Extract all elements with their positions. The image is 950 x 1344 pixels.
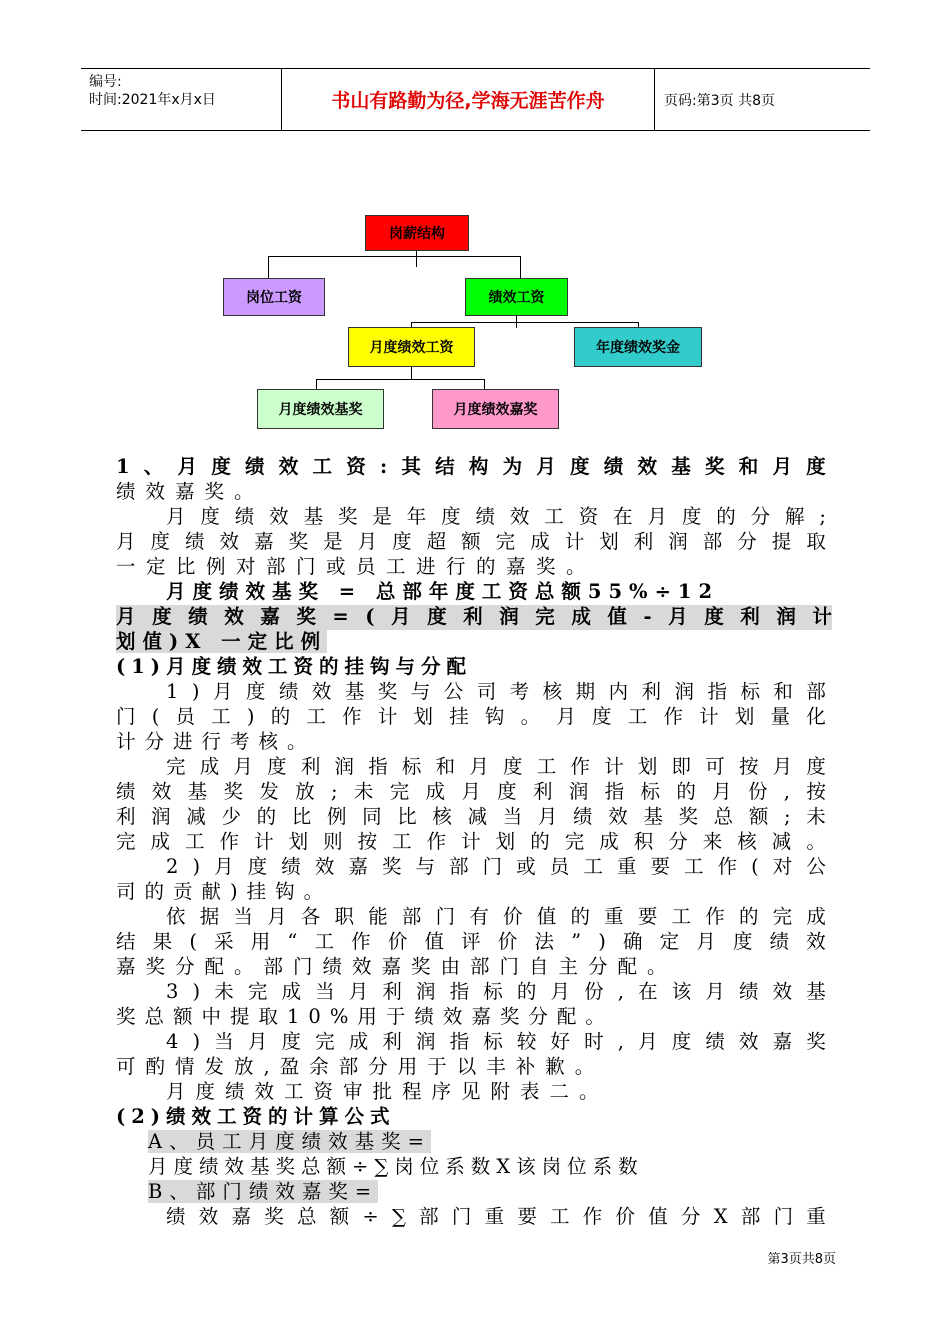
- text-line: 门 ( 员 工 ) 的 工 作 计 划 挂 钩 。 月 度 工 作 计 划 量 化: [116, 705, 826, 728]
- text-line: 4 ) 当 月 度 完 成 利 润 指 标 较 好 时 , 月 度 绩 效 嘉 奖: [166, 1030, 826, 1053]
- time-label: 时间:2021年x月x日: [89, 92, 216, 108]
- text-line: 可酌情发放,盈余部分用于以丰补歉。: [116, 1055, 605, 1078]
- chart-connector: [316, 379, 484, 380]
- text-line: 完 成 月 度 利 润 指 标 和 月 度 工 作 计 划 即 可 按 月 度: [166, 755, 826, 778]
- text-line: 司的贡献)挂钩。: [116, 880, 333, 903]
- text-line: 一定比例对部门或员工进行的嘉奖。: [116, 555, 597, 578]
- chart-connector: [268, 256, 520, 257]
- header-page-label: 页码:第3页 共8页: [664, 92, 775, 109]
- section-heading-2: (2)绩效工资的计算公式: [116, 1105, 396, 1128]
- formula-base: 月度绩效基奖 = 总部年度工资总额55%÷12: [166, 580, 720, 603]
- formula-a: 月度绩效基奖总额÷∑岗位系数X该岗位系数: [148, 1155, 644, 1178]
- chart-box-monthly-extra: 月度绩效嘉奖: [432, 389, 559, 429]
- formula-b-label-text: B、部门绩效嘉奖=: [148, 1180, 379, 1203]
- text-line: 月度绩效工资审批程序见附表二。: [166, 1080, 609, 1103]
- text-line: 计分进行考核。: [116, 730, 316, 753]
- chart-connector: [416, 251, 417, 267]
- formula-extra-cont: [116, 630, 327, 655]
- chart-box-root: 岗薪结构: [365, 215, 469, 251]
- text-line: 奖总额中提取10%用于绩效嘉奖分配。: [116, 1005, 614, 1028]
- formula-extra: 月 度 绩 效 嘉 奖 = ( 月 度 利 润 完 成 值 - 月 度 利 润 计: [116, 605, 832, 628]
- number-label: 编号:: [89, 74, 122, 90]
- header-divider: [654, 69, 655, 130]
- text-line: 月 度 绩 效 嘉 奖 是 月 度 超 额 完 成 计 划 利 润 部 分 提 取: [116, 530, 826, 553]
- page-header: [81, 68, 870, 131]
- formula-b-label: [148, 1180, 378, 1205]
- text-line: 月 度 绩 效 基 奖 是 年 度 绩 效 工 资 在 月 度 的 分 解 ;: [166, 505, 826, 528]
- formula-extra-cont-text: 划值)X 一定比例: [116, 630, 328, 653]
- chart-connector: [268, 256, 269, 278]
- section-heading-1: (1)月度绩效工资的挂钩与分配: [116, 655, 473, 678]
- chart-connector: [316, 379, 317, 389]
- header-meta: [89, 73, 279, 109]
- text-line: 绩效嘉奖。: [116, 480, 264, 503]
- chart-connector: [411, 367, 412, 379]
- formula-a-label: [148, 1130, 431, 1155]
- formula-b: 绩 效 嘉 奖 总 额 ÷ ∑ 部 门 重 要 工 作 价 值 分 X 部 门 重: [166, 1205, 826, 1228]
- text-line: 绩 效 基 奖 发 放 ; 未 完 成 月 度 利 润 指 标 的 月 份 , 按: [116, 780, 826, 803]
- text-line: 1 、 月 度 绩 效 工 资 : 其 结 构 为 月 度 绩 效 基 奖 和 月 度: [116, 455, 826, 478]
- text-line: 利 润 减 少 的 比 例 同 比 核 减 当 月 绩 效 基 奖 总 额 ; 未: [116, 805, 826, 828]
- formula-a-label-text: A、员工月度绩效基奖=: [148, 1130, 431, 1153]
- text-line: 1 ) 月 度 绩 效 基 奖 与 公 司 考 核 期 内 利 润 指 标 和 部: [166, 680, 826, 703]
- header-motto: 书山有路勤为径,学海无涯苦作舟: [331, 90, 605, 112]
- text-line: 嘉奖分配。部门绩效嘉奖由部门自主分配。: [116, 955, 677, 978]
- chart-box-monthly-pay: 月度绩效工资: [348, 327, 475, 367]
- text-line: 依 据 当 月 各 职 能 部 门 有 价 值 的 重 要 工 作 的 完 成: [166, 905, 826, 928]
- chart-box-performance-pay: 绩效工资: [465, 278, 568, 316]
- page-footer: 第3页共8页: [767, 1252, 836, 1267]
- chart-box-position-pay: 岗位工资: [223, 278, 325, 316]
- chart-box-monthly-base: 月度绩效基奖: [257, 389, 384, 429]
- chart-connector: [484, 379, 485, 389]
- text-line: 结 果 ( 采 用 “ 工 作 价 值 评 价 法 ” ) 确 定 月 度 绩 效: [116, 930, 826, 953]
- text-line: 3 ) 未 完 成 当 月 利 润 指 标 的 月 份 , 在 该 月 绩 效 基: [166, 980, 826, 1003]
- text-line: 2 ) 月 度 绩 效 嘉 奖 与 部 门 或 员 工 重 要 工 作 ( 对 公: [166, 855, 826, 878]
- text-line: 完 成 工 作 计 划 则 按 工 作 计 划 的 完 成 积 分 来 核 减 。: [116, 830, 826, 853]
- chart-connector: [520, 256, 521, 278]
- chart-connector: [411, 322, 639, 323]
- chart-box-annual-bonus: 年度绩效奖金: [574, 327, 702, 367]
